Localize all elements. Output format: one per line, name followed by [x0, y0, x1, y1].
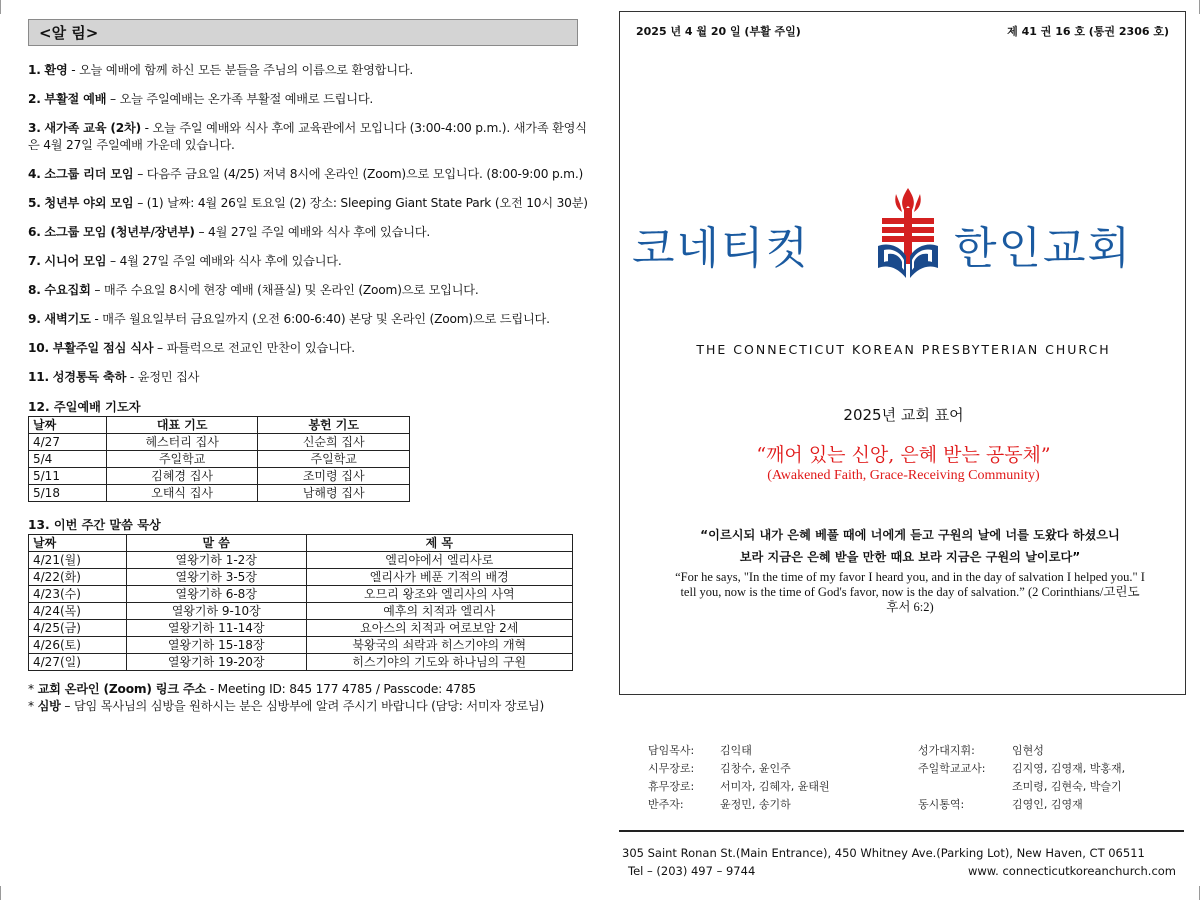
- announcement-item: [28, 253, 588, 270]
- announcement-title: 수요집회: [44, 283, 91, 297]
- verse-english: “For he says, "In the time of my favor I heard you, and in the day of salvation I helped you." I tell you, now is the time of God's favor, now is the day of salvation.” (2 Corinthians/고린도후서 6:2): [675, 570, 1145, 614]
- table-cell: 엘리사가 베푼 기적의 배경: [306, 569, 572, 586]
- announcement-title: 부활주일 점심 식사: [52, 341, 154, 355]
- announcement-title: 소그룹 리더 모임: [44, 167, 134, 181]
- staff-role: 주일학교교사:: [918, 762, 986, 775]
- announcement-number: 2.: [28, 92, 41, 106]
- table-cell: 4/23(수): [29, 586, 127, 603]
- table-header: 말 씀: [126, 535, 306, 552]
- corner-mark: [0, 886, 1, 900]
- table-cell: 신순희 집사: [258, 434, 410, 451]
- table-cell: 열왕기하 15-18장: [126, 637, 306, 654]
- announcements-header: <알 림>: [28, 19, 578, 46]
- announcement-number: 4.: [28, 167, 41, 181]
- table-cell: 주일학교: [258, 451, 410, 468]
- announcement-number: 1.: [28, 63, 41, 77]
- announcement-number: 3.: [28, 121, 41, 135]
- announcement-number: 8.: [28, 283, 41, 297]
- table-cell: 예후의 치적과 엘리사: [306, 603, 572, 620]
- table-cell: 김혜경 집사: [106, 468, 258, 485]
- table-cell: 열왕기하 6-8장: [126, 586, 306, 603]
- bulletin-cover: [619, 11, 1186, 695]
- footer-divider: [619, 830, 1184, 832]
- staff-list-right: [918, 742, 1125, 814]
- staff-role: 동시통역:: [918, 798, 965, 811]
- table-cell: 엘리야에서 엘리사로: [306, 552, 572, 569]
- announcement-item: [28, 369, 588, 386]
- table-cell: 북왕국의 쇠락과 히스기야의 개혁: [306, 637, 572, 654]
- table-cell: 5/4: [29, 451, 107, 468]
- announcement-item: [28, 340, 588, 357]
- table-row: [29, 603, 573, 620]
- announcement-text: – 오늘 주일예배는 온가족 부활절 예배로 드립니다.: [106, 92, 374, 106]
- logo-text-right: 한인교회: [954, 223, 1133, 274]
- table-row: [29, 620, 573, 637]
- verse-korean-line: 보라 지금은 은혜 받을 만한 때요 보라 지금은 구원의 날이로다”: [739, 550, 1081, 564]
- announcement-item: [28, 166, 588, 183]
- verse-korean: [665, 524, 1155, 568]
- table-cell: 열왕기하 9-10장: [126, 603, 306, 620]
- staff-role: 시무장로:: [648, 762, 695, 775]
- table-row: [29, 569, 573, 586]
- table-cell: 헤스터리 집사: [106, 434, 258, 451]
- staff-row: [918, 760, 1125, 778]
- staff-role: 담임목사:: [648, 744, 695, 757]
- staff-names: 조미령, 김현숙, 박슬기: [1012, 780, 1122, 793]
- staff-names: 서미자, 김혜자, 윤태원: [720, 780, 830, 793]
- motto-korean: “깨어 있는 신앙, 은혜 받는 공동체”: [756, 444, 1051, 466]
- announcement-item: [28, 120, 588, 154]
- table-row: [29, 654, 573, 671]
- staff-row: [918, 796, 1125, 814]
- staff-names: 김익태: [720, 744, 752, 757]
- table-cell: 4/27(일): [29, 654, 127, 671]
- staff-role: 반주자:: [648, 798, 684, 811]
- church-phone: Tel – (203) 497 – 9744: [628, 864, 756, 878]
- table-cell: 열왕기하 3-5장: [126, 569, 306, 586]
- table-cell: 4/25(금): [29, 620, 127, 637]
- table-row: [29, 586, 573, 603]
- note-text: - Meeting ID: 845 177 4785 / Passcode: 4785: [206, 682, 476, 696]
- announcement-item: [28, 195, 588, 212]
- announcement-list: [28, 62, 588, 386]
- note-item: [28, 698, 588, 715]
- table-cell: 히스기야의 기도와 하나님의 구원: [306, 654, 572, 671]
- announcement-title: 새가족 교육 (2차): [44, 121, 141, 135]
- table-cell: 4/21(월): [29, 552, 127, 569]
- announcement-title: 환영: [44, 63, 68, 77]
- staff-row: [648, 778, 830, 796]
- table-cell: 열왕기하 1-2장: [126, 552, 306, 569]
- note-prefix: *: [28, 682, 38, 696]
- bulletin-date: 2025 년 4 월 20 일 (부활 주일): [636, 25, 801, 38]
- table-cell: 열왕기하 19-20장: [126, 654, 306, 671]
- announcement-text: - 오늘 주일 예배와 식사 후에 교육관에서 모입니다 (3:00-4:00 p.m.). 새가족 환영식은 4월 27일 주일예배 가운데 있습니다.: [28, 121, 587, 152]
- staff-row: [918, 742, 1125, 760]
- announcement-number: 11.: [28, 370, 49, 384]
- staff-row: [918, 778, 1125, 796]
- table-cell: 4/22(화): [29, 569, 127, 586]
- staff-role: 휴무장로:: [648, 780, 695, 793]
- note-text: – 담임 목사님의 심방을 원하시는 분은 심방부에 알려 주시기 바랍니다 (담당: 서미자 장로님): [60, 699, 545, 713]
- table-row: [29, 434, 410, 451]
- staff-row: [648, 796, 830, 814]
- staff-names: 김지영, 김영재, 박홍재,: [1012, 762, 1126, 775]
- table-header: 대표 기도: [106, 417, 258, 434]
- announcement-item: [28, 311, 588, 328]
- table-cell: 오므리 왕조와 엘리사의 사역: [306, 586, 572, 603]
- table-row: [29, 637, 573, 654]
- staff-names: 임현성: [1012, 744, 1044, 757]
- table-row: [29, 451, 410, 468]
- announcement-title: 부활절 예배: [44, 92, 107, 106]
- table-cell: 5/11: [29, 468, 107, 485]
- announcement-text: – 파틀럭으로 전교인 만찬이 있습니다.: [153, 341, 355, 355]
- announcement-text: – (1) 날짜: 4월 26일 토요일 (2) 장소: Sleeping Giant State Park (오전 10시 30분): [133, 196, 588, 210]
- announcement-item: [28, 282, 588, 299]
- announcement-title: 새벽기도: [44, 312, 91, 326]
- table-cell: 4/26(토): [29, 637, 127, 654]
- announcement-number: 6.: [28, 225, 41, 239]
- table-cell: 주일학교: [106, 451, 258, 468]
- table-header: 제 목: [306, 535, 572, 552]
- table-cell: 요아스의 치적과 여로보암 2세: [306, 620, 572, 637]
- table-cell: 5/18: [29, 485, 107, 502]
- note-prefix: *: [28, 699, 38, 713]
- prayer-table: [28, 416, 410, 502]
- announcement-text: - 매주 월요일부터 금요일까지 (오전 6:00-6:40) 본당 및 온라인 (Zoom)으로 드립니다.: [90, 312, 550, 326]
- staff-names: 윤정민, 송기하: [720, 798, 791, 811]
- table-row: [29, 485, 410, 502]
- announcement-title: 청년부 야외 모임: [44, 196, 134, 210]
- announcements-page: [28, 19, 588, 715]
- table-cell: 열왕기하 11-14장: [126, 620, 306, 637]
- table-cell: 조미령 집사: [258, 468, 410, 485]
- announcement-title: 소그룹 모임 (청년부/장년부): [44, 225, 195, 239]
- logo-text-left: 코네티컷: [632, 223, 811, 274]
- announcement-text: – 매주 수요일 8시에 현장 예배 (채플실) 및 온라인 (Zoom)으로 모입니다.: [90, 283, 479, 297]
- announcement-text: – 4월 27일 주일 예배와 식사 후에 있습니다.: [194, 225, 431, 239]
- announcement-text: - 윤정민 집사: [126, 370, 200, 384]
- announcement-text: – 4월 27일 주일 예배와 식사 후에 있습니다.: [106, 254, 342, 268]
- church-website[interactable]: www. connecticutkoreanchurch.com: [968, 864, 1177, 878]
- table-header: 날짜: [29, 535, 127, 552]
- announcement-item: [28, 62, 588, 79]
- staff-list-left: [648, 742, 830, 814]
- meditation-title: 13. 이번 주간 말씀 묵상: [28, 518, 161, 532]
- announcement-number: 5.: [28, 196, 41, 210]
- announcement-item: [28, 224, 588, 241]
- announcement-title: 성경통독 축하: [52, 370, 127, 384]
- prayer-title: 12. 주일예배 기도자: [28, 400, 141, 414]
- announcement-number: 10.: [28, 341, 49, 355]
- announcement-number: 9.: [28, 312, 41, 326]
- note-title: 교회 온라인 (Zoom) 링크 주소: [37, 682, 207, 696]
- staff-row: [648, 742, 830, 760]
- announcement-number: 7.: [28, 254, 41, 268]
- church-english-name: THE CONNECTICUT KOREAN PRESBYTERIAN CHURCH: [696, 342, 1111, 357]
- church-logo: [620, 184, 1187, 284]
- staff-role: 성가대지휘:: [918, 744, 975, 757]
- verse-korean-line: “이르시되 내가 은혜 베풀 때에 너에게 듣고 구원의 날에 너를 도왔다 하셨으니: [700, 528, 1120, 542]
- announcement-item: [28, 91, 588, 108]
- table-header: 봉헌 기도: [258, 417, 410, 434]
- announcement-text: – 다음주 금요일 (4/25) 저녁 8시에 온라인 (Zoom)으로 모입니다. (8:00-9:00 p.m.): [133, 167, 584, 181]
- table-row: [29, 552, 573, 569]
- announcement-text: - 오늘 예배에 함께 하신 모든 분들을 주님의 이름으로 환영합니다.: [67, 63, 414, 77]
- notes-list: [28, 681, 588, 715]
- announcement-title: 시니어 모임: [44, 254, 107, 268]
- staff-names: 김영인, 김영재: [1012, 798, 1083, 811]
- table-row: [29, 468, 410, 485]
- church-address: 305 Saint Ronan St.(Main Entrance), 450 Whitney Ave.(Parking Lot), New Haven, CT 06511: [622, 846, 1145, 860]
- bulletin-volume: 제 41 권 16 호 (통권 2306 호): [1007, 25, 1169, 38]
- table-header: 날짜: [29, 417, 107, 434]
- staff-names: 김창수, 윤인주: [720, 762, 791, 775]
- table-cell: 4/24(목): [29, 603, 127, 620]
- table-cell: 남해령 집사: [258, 485, 410, 502]
- corner-mark: [0, 0, 1, 14]
- motto-english: (Awakened Faith, Grace-Receiving Community): [767, 468, 1040, 483]
- staff-row: [648, 760, 830, 778]
- motto-title: 2025년 교회 표어: [843, 406, 964, 424]
- note-title: 심방: [37, 699, 61, 713]
- meditation-table: [28, 534, 573, 671]
- table-cell: 오태식 집사: [106, 485, 258, 502]
- note-item: [28, 681, 588, 698]
- table-cell: 4/27: [29, 434, 107, 451]
- presbyterian-cross-icon: [870, 184, 946, 284]
